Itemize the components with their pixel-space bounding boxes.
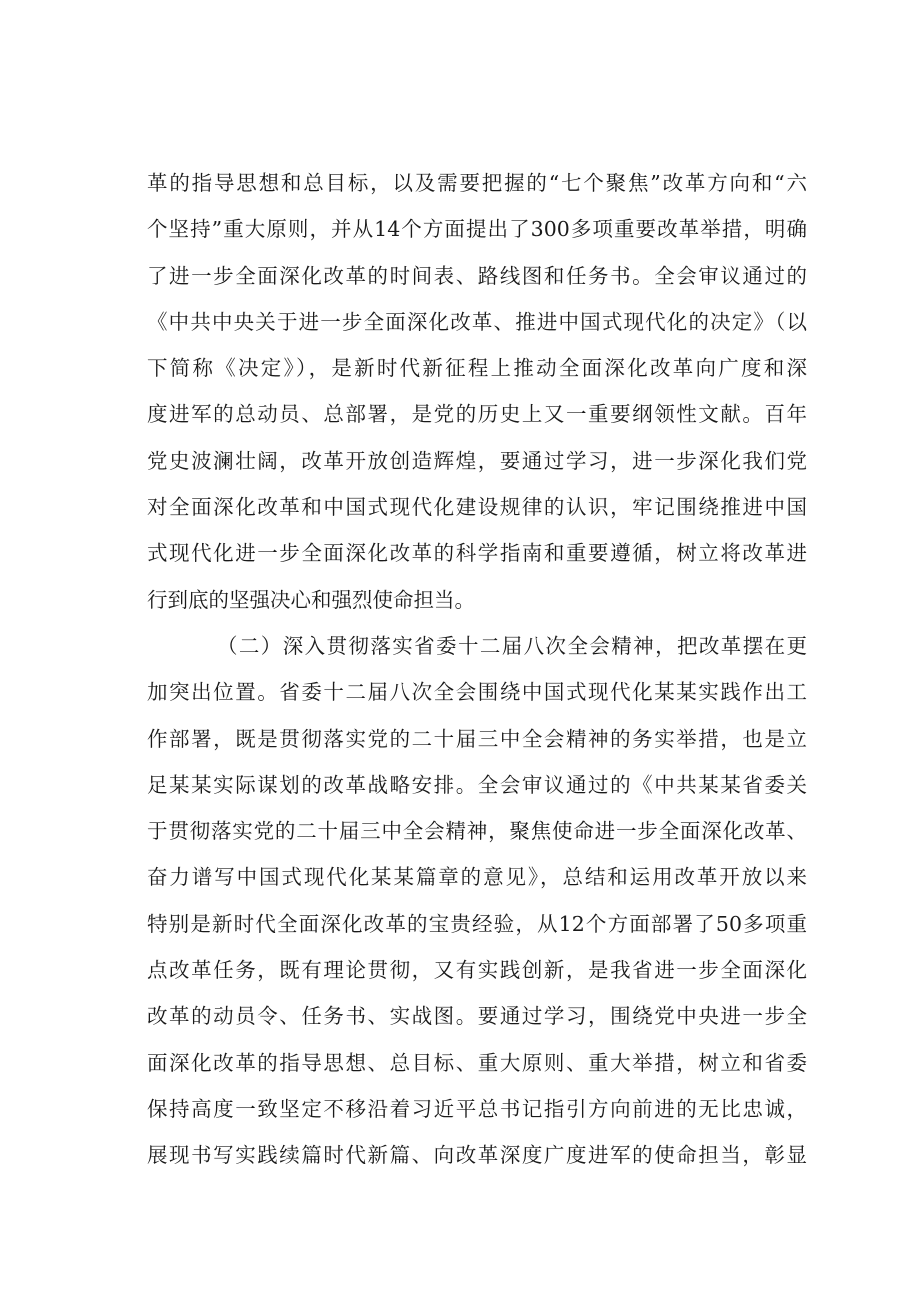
text-line-13: 作部署，既是贯彻落实党的二十届三中全会精神的务实举措，也是立 xyxy=(147,726,807,751)
text-line-17: 特别是新时代全面深化改革的宝贵经验，从12个方面部署了50多项重 xyxy=(147,911,807,936)
text-line-21: 保持高度一致坚定不移沿着习近平总书记指引方向前进的无比忠诚， xyxy=(147,1096,807,1121)
text-line-18: 点改革任务，既有理论贯彻，又有实践创新，是我省进一步全面深化 xyxy=(147,958,807,983)
text-line-12: 加突出位置。省委十二届八次全会围绕中国式现代化某某实践作出工 xyxy=(147,680,807,705)
text-line-7: 党史波澜壮阔，改革开放创造辉煌，要通过学习，进一步深化我们党 xyxy=(147,448,807,473)
text-line-15: 于贯彻落实党的二十届三中全会精神，聚焦使命进一步全面深化改革、 xyxy=(147,819,807,844)
text-line-9: 式现代化进一步全面深化改革的科学指南和重要遵循，树立将改革进 xyxy=(147,541,807,566)
text-line-10: 行到底的坚强决心和强烈使命担当。 xyxy=(147,587,475,612)
text-line-6: 度进军的总动员、总部署，是党的历史上又一重要纲领性文献。百年 xyxy=(147,402,807,427)
body-text xyxy=(147,160,807,1179)
text-line-22: 展现书写实践续篇时代新篇、向改革深度广度进军的使命担当，彰显 xyxy=(147,1143,807,1168)
text-line-5: 下简称《决定》），是新时代新征程上推动全面深化改革向广度和深 xyxy=(147,356,807,381)
text-line-2: 个坚持”重大原则，并从14个方面提出了300多项重要改革举措，明确 xyxy=(147,217,807,242)
text-line-16: 奋力谱写中国式现代化某某篇章的意见》，总结和运用改革开放以来 xyxy=(147,865,807,890)
text-line-19: 改革的动员令、任务书、实战图。要通过学习，围绕党中央进一步全 xyxy=(147,1004,807,1029)
text-line-3: 了进一步全面深化改革的时间表、路线图和任务书。全会审议通过的 xyxy=(147,263,807,288)
text-line-14: 足某某实际谋划的改革战略安排。全会审议通过的《中共某某省委关 xyxy=(147,772,807,797)
text-line-20: 面深化改革的指导思想、总目标、重大原则、重大举措，树立和省委 xyxy=(147,1050,807,1075)
text-line-8: 对全面深化改革和中国式现代化建设规律的认识，牢记围绕推进中国 xyxy=(147,495,807,520)
text-line-1: 革的指导思想和总目标，以及需要把握的“七个聚焦”改革方向和“六 xyxy=(147,171,807,195)
text-line-4: 《中共中央关于进一步全面深化改革、推进中国式现代化的决定》（以 xyxy=(147,309,807,334)
section-heading-line: （二）深入贯彻落实省委十二届八次全会精神，把改革摆在更 xyxy=(217,633,807,658)
